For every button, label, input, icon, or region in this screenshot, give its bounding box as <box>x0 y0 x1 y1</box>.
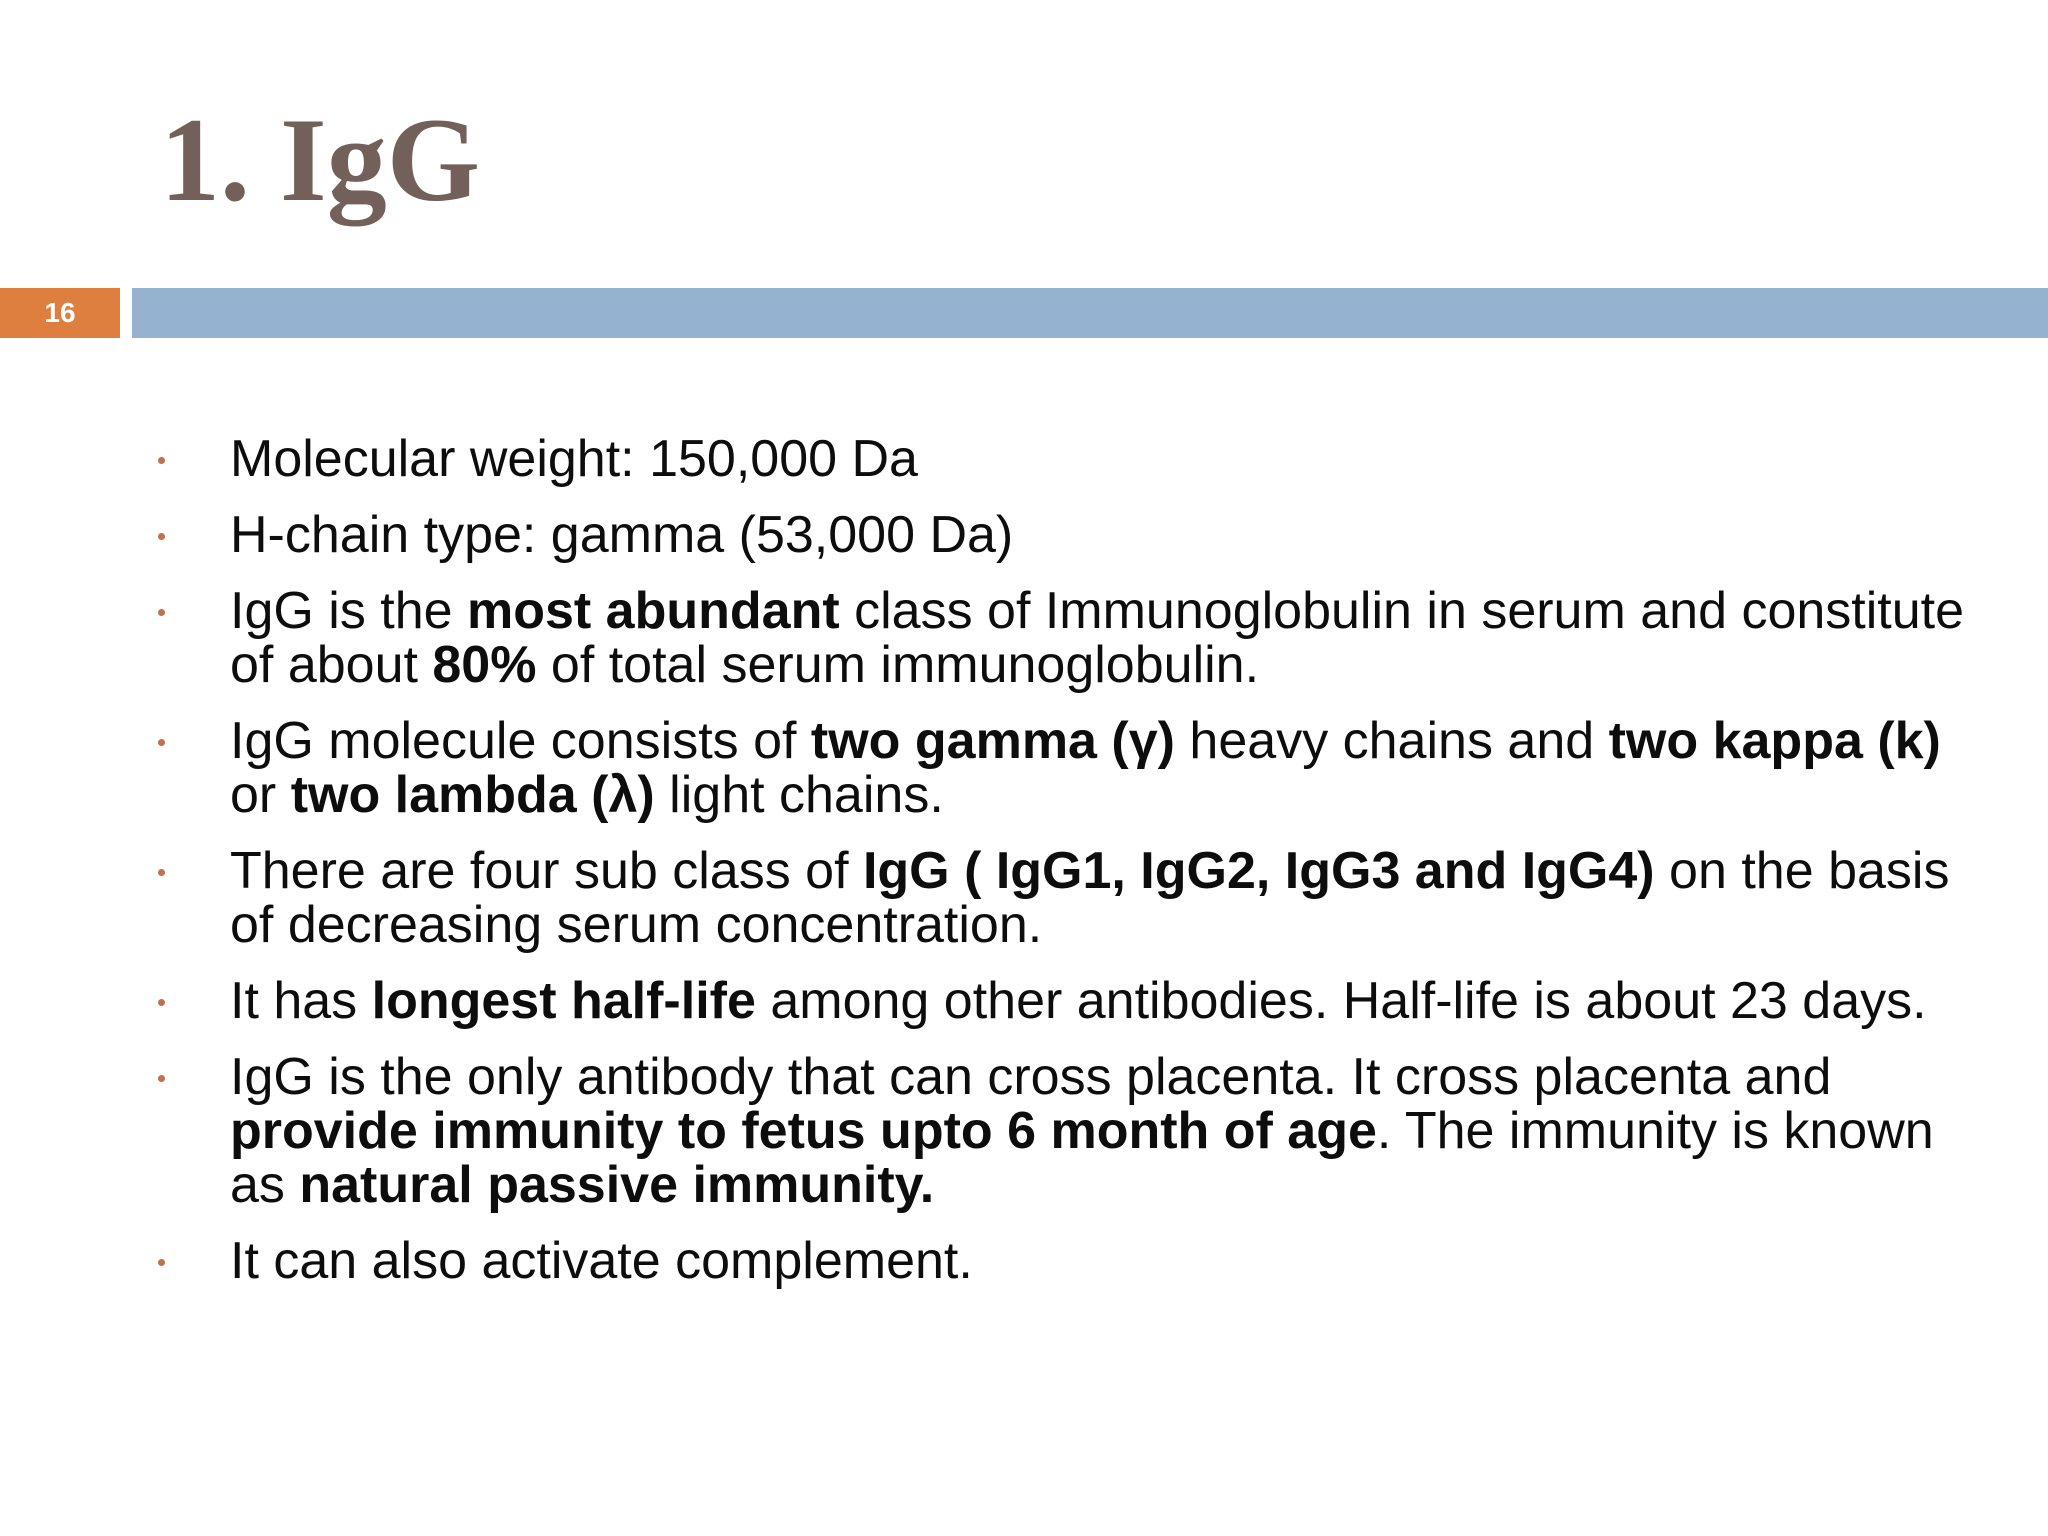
text-segment: IgG is the <box>230 582 467 640</box>
bold-text-segment: provide immunity to fetus upto 6 month of age <box>230 1102 1377 1160</box>
text-segment: of total serum immunoglobulin. <box>536 636 1260 694</box>
bullet-text <box>230 430 918 488</box>
slide-title: 1. IgG <box>160 93 481 226</box>
bullet-item <box>0 844 2048 952</box>
bullet-text <box>230 1048 1934 1214</box>
text-segment: on the basis of decreasing serum concentration. <box>230 842 1950 954</box>
bullet-dot-icon <box>158 457 165 464</box>
bullet-list <box>0 432 2048 1310</box>
bullet-dot-icon <box>158 869 165 876</box>
bullet-item <box>0 1050 2048 1212</box>
bullet-dot-icon <box>158 999 165 1006</box>
text-segment: among other antibodies. Half-life is about 23 days. <box>755 972 1927 1030</box>
bullet-dot-icon <box>158 1259 165 1266</box>
text-segment: IgG molecule consists of <box>230 712 811 770</box>
bullet-item <box>0 508 2048 562</box>
bullet-text <box>230 972 1927 1030</box>
bullet-dot-icon <box>158 1075 165 1082</box>
bold-text-segment: IgG ( IgG1, IgG2, IgG3 and IgG4) <box>862 842 1655 900</box>
slide-number: 16 <box>0 288 120 338</box>
bold-text-segment: natural passive immunity. <box>299 1156 935 1214</box>
bullet-item <box>0 584 2048 692</box>
bold-text-segment: two lambda (λ) <box>290 766 655 824</box>
bullet-text <box>230 842 1949 954</box>
bullet-item <box>0 1234 2048 1288</box>
text-segment: . The immunity is known as <box>230 1102 1934 1214</box>
text-segment: heavy chains and <box>1174 712 1609 770</box>
text-segment: H-chain type: gamma (53,000 Da) <box>230 506 1014 564</box>
text-segment: class of Immunoglobulin in serum and constitute of about <box>230 582 1965 694</box>
text-segment: light chains. <box>654 766 944 824</box>
bullet-dot-icon <box>158 533 165 540</box>
bold-text-segment: two kappa (k) <box>1608 712 1941 770</box>
bullet-text <box>230 1232 973 1290</box>
text-segment: or <box>230 766 291 824</box>
header-bar <box>132 288 2048 338</box>
bullet-item <box>0 432 2048 486</box>
bold-text-segment: most abundant <box>467 582 840 640</box>
text-segment: IgG is the only antibody that can cross placenta. It cross placenta and <box>230 1048 1832 1106</box>
bullet-item <box>0 714 2048 822</box>
bullet-dot-icon <box>158 739 165 746</box>
bullet-text <box>230 506 1013 564</box>
bullet-item <box>0 974 2048 1028</box>
text-segment: Molecular weight: 150,000 Da <box>230 430 918 488</box>
text-segment: It can also activate complement. <box>230 1232 973 1290</box>
bold-text-segment: longest half-life <box>371 972 756 1030</box>
text-segment: It has <box>230 972 372 1030</box>
bold-text-segment: 80% <box>432 636 537 694</box>
bullet-dot-icon <box>158 609 165 616</box>
text-segment: There are four sub class of <box>230 842 863 900</box>
bold-text-segment: two gamma (γ) <box>810 712 1175 770</box>
bullet-text <box>230 712 1941 824</box>
bullet-text <box>230 582 1964 694</box>
